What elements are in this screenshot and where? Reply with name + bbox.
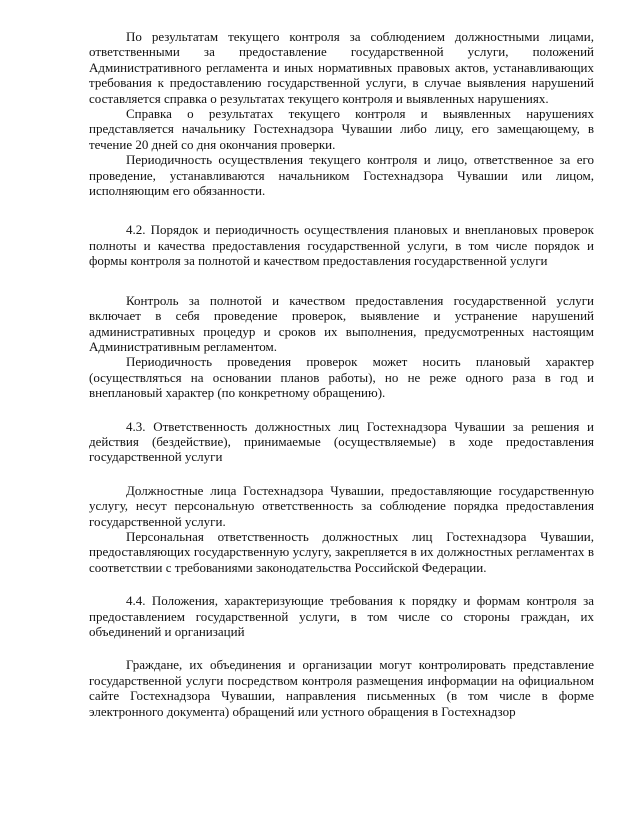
section-heading-4-4: 4.4. Положения, характеризующие требования к порядку и формам контроля за предоставлением государственной услуги, в том числе со стороны граждан, их объединений и организаций (89, 593, 594, 639)
paragraph-quality-control: Контроль за полнотой и качеством предоставления государственной услуги включает в себя проведение проверок, выявление и устранение нарушений административных процедур и сроков их выполнения, предусмотренных настоящим Административным регламентом. (89, 292, 594, 354)
paragraph-control-results: По результатам текущего контроля за соблюдением должностными лицами, ответственными за предоставление государственной услуги, положений Административного регламента и иных нормативных правовых актов, устанавливающих требования к предоставлению государственной услуги, в случае выявления нарушений составляется справка о результатах текущего контроля и выявленных нарушениях. (89, 29, 594, 106)
paragraph-control-periodicity: Периодичность осуществления текущего контроля и лицо, ответственное за его проведение, устанавливаются начальником Гостехнадзора Чувашии или лицом, исполняющим его обязанности. (89, 152, 594, 199)
section-heading-4-2: 4.2. Порядок и периодичность осуществления плановых и внеплановых проверок полноты и качества предоставления государственной услуги, в том числе порядок и формы контроля за полнотой и качеством предоставления государственной услуги (89, 222, 594, 269)
paragraph-inspection-periodicity: Периодичность проведения проверок может носить плановый характер (осуществляться на основании планов работы), но не реже одного раза в год и внеплановый характер (по конкретному обращению). (89, 354, 594, 401)
paragraph-citizen-control: Граждане, их объединения и организации могут контролировать представление государственной услуги посредством контроля размещения информации на официальном сайте Гостехнадзора Чувашии, направления письменных (в том числе в форме электронного документа) обращений или устного обращения в Гостехнадзор (89, 657, 594, 719)
section-heading-4-3: 4.3. Ответственность должностных лиц Гостехнадзора Чувашии за решения и действия (бездействие), принимаемые (осуществляемые) в ходе предоставления государственной услуги (89, 418, 594, 465)
paragraph-personal-responsibility: Персональная ответственность должностных лиц Гостехнадзора Чувашии, предоставляющих государственную услугу, закрепляется в их должностных регламентах в соответствии с требованиями законодательства Российской Федерации. (89, 528, 594, 575)
paragraph-official-responsibility: Должностные лица Гостехнадзора Чувашии, предоставляющие государственную услугу, несут персональную ответственность за соблюдение порядка предоставления государственной услуги. (89, 482, 594, 529)
paragraph-report-submission: Справка о результатах текущего контроля и выявленных нарушениях представляется начальнику Гостехнадзора Чувашии либо лицу, его замещающему, в течение 20 дней со дня окончания проверки. (89, 106, 594, 152)
document-body (89, 29, 594, 719)
